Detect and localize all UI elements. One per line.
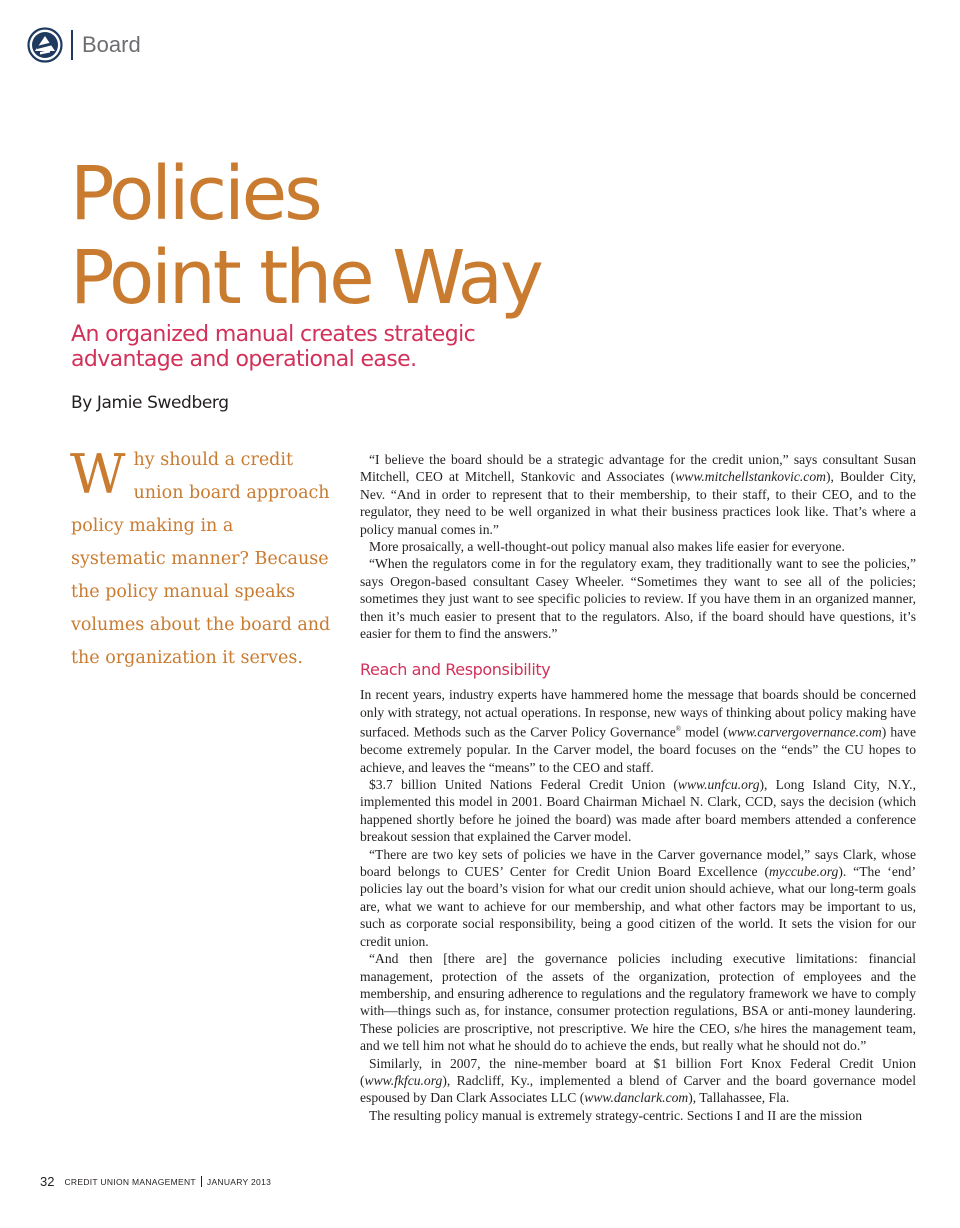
paragraph-text: In recent years, industry experts have hammered home the message that boards should be concerned only with strategy, not actual operations. In response, new ways of thinking about policy making have surfaced. Methods such as the Carver Policy Governance — [360, 687, 916, 740]
paragraph-text: ), Long Island City, N.Y., implemented this model in 2001. Board Chairman Michael N. Clark, CCD, says the decision (which happened shortly before he joined the board) was made after board members attended a conference breakout session that explained the Carver model. — [360, 777, 916, 845]
paragraph-text: “There are two key sets of policies we have in the Carver governance model,” says Clark, whose board belongs to CUES’ Center for Credit Union Board Excellence ( — [360, 846, 916, 880]
url-reference: www.danclark.com — [584, 1090, 689, 1106]
article-title-line-1: Policies — [70, 151, 320, 237]
paragraph-text: Similarly, in 2007, the nine-member board at $1 billion Fort Knox Federal Credit Union ( — [360, 1055, 916, 1088]
page-number: 32 — [40, 1174, 55, 1189]
paragraph-text: ). “The ‘end’ policies lay out the board’s vision for what our credit union should achieve, what our long-term goals are, what we want to achieve for our membership, and what other factors may be important to us, such as corporate social responsibility, being a good citizen of the world. It sets the vision for our credit union. — [360, 864, 916, 949]
paragraph — [360, 1055, 916, 1107]
url-reference: www.carvergovernance.com — [727, 724, 882, 740]
article-title — [70, 152, 541, 320]
byline: By Jamie Swedberg — [71, 393, 229, 413]
publication-name: CREDIT UNION MANAGEMENT — [64, 1176, 196, 1187]
pull-quote-text: hy should a credit union board approach policy making in a systematic manner? Because the policy manual speaks volumes about the board and the organization it serves. — [71, 450, 331, 668]
url-reference: www.unfcu.org — [677, 777, 760, 793]
paragraph-text: $3.7 billion United Nations Federal Credit Union ( — [369, 777, 678, 793]
paragraph-text: model ( — [681, 724, 728, 740]
url-reference: www.fkfcu.org — [364, 1072, 443, 1088]
drop-cap: W — [70, 443, 126, 506]
page-header — [27, 27, 141, 63]
paragraph — [360, 686, 916, 776]
section-label: Board — [82, 32, 141, 57]
paragraph-text: ) have become extremely popular. In the Carver model, the board focuses on the “ends” the CU hopes to achieve, and leaves the “means” to the CEO and staff. — [360, 724, 916, 775]
paragraph-text: “I believe the board should be a strategic advantage for the credit union,” says consultant Susan Mitchell, CEO at Mitchell, Stankovic and Associates ( — [360, 452, 916, 485]
article-title-line-2: Point the Way — [70, 235, 541, 321]
cues-logo-icon — [27, 27, 63, 63]
article-subtitle: An organized manual creates strategic advantage and operational ease. — [71, 322, 476, 372]
paragraph: “When the regulators come in for the regulatory exam, they traditionally want to see the policies,” says Oregon-based consultant Casey Wheeler. “Sometimes they want to see all of the policies; sometimes they just want to see specific policies to review. If you have them in an organized manner, then it’s much easier to present that to the regulators. Also, if the board should have questions, it’s easier for them to find the answers.” — [360, 556, 916, 642]
paragraph — [360, 846, 916, 950]
header-divider — [71, 30, 73, 60]
paragraph — [360, 451, 916, 538]
pull-quote — [71, 444, 333, 675]
url-reference: www.mitchellstankovic.com — [675, 469, 826, 485]
url-reference: myccube.org — [768, 864, 839, 880]
issue-date: JANUARY 2013 — [206, 1176, 272, 1187]
paragraph-text: ), Radcliff, Ky., implemented a blend of Carver and the board governance model espoused by Dan Clark Associates LLC ( — [360, 1072, 916, 1106]
paragraph — [360, 776, 916, 846]
page-footer — [40, 1174, 271, 1189]
section-heading: Reach and Responsibility — [360, 660, 551, 680]
paragraph-text: ), Boulder City, Nev. “And in order to represent that to their membership, to their staff, to their CEO, and to the regulator, they need to be well organized in what their business practices look like. That’s where a policy manual comes in.” — [360, 469, 916, 537]
paragraph: “And then [there are] the governance policies including executive limitations: financial management, protection of the assets of the organization, protection of employees and the membership, and ensuring adherence to regulations and the regulatory framework we have to comply with—things such as, for instance, consumer protection regulations, BSA or anti-money laundering. These policies are proscriptive, not prescriptive. We hire the CEO, s/he hires the management team, and we tell him not what he should do to achieve the ends, but really what he should not do.” — [360, 951, 916, 1054]
paragraph: More prosaically, a well-thought-out policy manual also makes life easier for everyone. — [369, 539, 845, 555]
paragraph-text: ), Tallahassee, Fla. — [688, 1090, 790, 1106]
paragraph: The resulting policy manual is extremely strategy-centric. Sections I and II are the mission — [369, 1107, 862, 1123]
registered-mark: ® — [675, 725, 682, 734]
footer-divider — [201, 1176, 202, 1187]
article-body — [360, 451, 916, 1124]
